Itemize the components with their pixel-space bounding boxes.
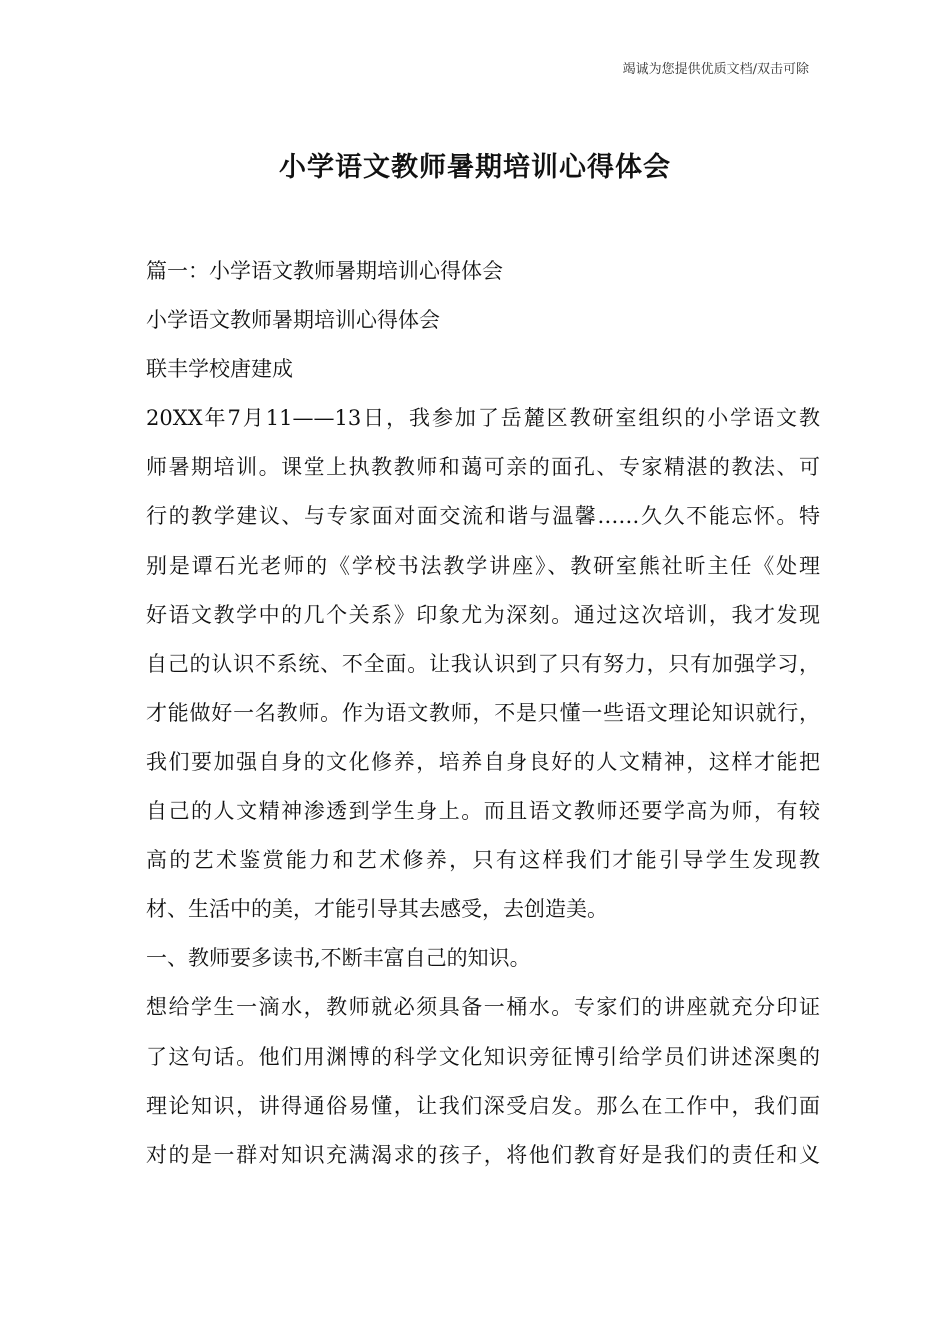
section-heading-line: 一、教师要多读书,不断丰富自己的知识。 [146, 946, 531, 971]
document-title: 小学语文教师暑期培训心得体会 [279, 152, 671, 183]
section-heading-line: 篇一：小学语文教师暑期培训心得体会 [146, 259, 503, 283]
paragraph-line: 对的是一群对知识充满渴求的孩子，将他们教育好是我们的责任和义 [146, 1142, 820, 1167]
paragraph-line: 别是谭石光老师的《学校书法教学讲座》、教研室熊社昕主任《处理 [146, 553, 820, 578]
paragraph-line: 理论知识，讲得通俗易懂，让我们深受启发。那么在工作中，我们面 [146, 1093, 820, 1118]
paragraph-line: 自己的人文精神渗透到学生身上。而且语文教师还要学高为师，有较 [146, 799, 820, 824]
paragraph-line: 我们要加强自身的文化修养，培养自身良好的人文精神，这样才能把 [146, 749, 820, 774]
paragraph-line: 高的艺术鉴赏能力和艺术修养，只有这样我们才能引导学生发现教 [146, 848, 820, 873]
paragraph-line: 自己的认识不系统、不全面。让我认识到了只有努力，只有加强学习， [146, 651, 820, 676]
subtitle-line: 小学语文教师暑期培训心得体会 [146, 308, 440, 333]
paragraph-line: 好语文教学中的几个关系》印象尤为深刻。通过这次培训，我才发现 [146, 602, 820, 627]
paragraph-line: 材、生活中的美，才能引导其去感受，去创造美。 [146, 897, 608, 922]
document-body [146, 256, 820, 1189]
header-note: 竭诚为您提供优质文档/双击可除 [622, 62, 809, 77]
author-line: 联丰学校唐建成 [146, 357, 293, 382]
paragraph-line: 行的教学建议、与专家面对面交流和谐与温馨……久久不能忘怀。特 [146, 504, 820, 529]
paragraph-line: 想给学生一滴水，教师就必须具备一桶水。专家们的讲座就充分印证 [146, 995, 820, 1020]
paragraph-line: 才能做好一名教师。作为语文教师，不是只懂一些语文理论知识就行， [146, 700, 820, 725]
paragraph-line: 了这句话。他们用渊博的科学文化知识旁征博引给学员们讲述深奥的 [146, 1044, 820, 1069]
paragraph-line: 20XX年7月11——13日，我参加了岳麓区教研室组织的小学语文教 [146, 406, 820, 431]
paragraph-line: 师暑期培训。课堂上执教教师和蔼可亲的面孔、专家精湛的教法、可 [146, 455, 820, 480]
